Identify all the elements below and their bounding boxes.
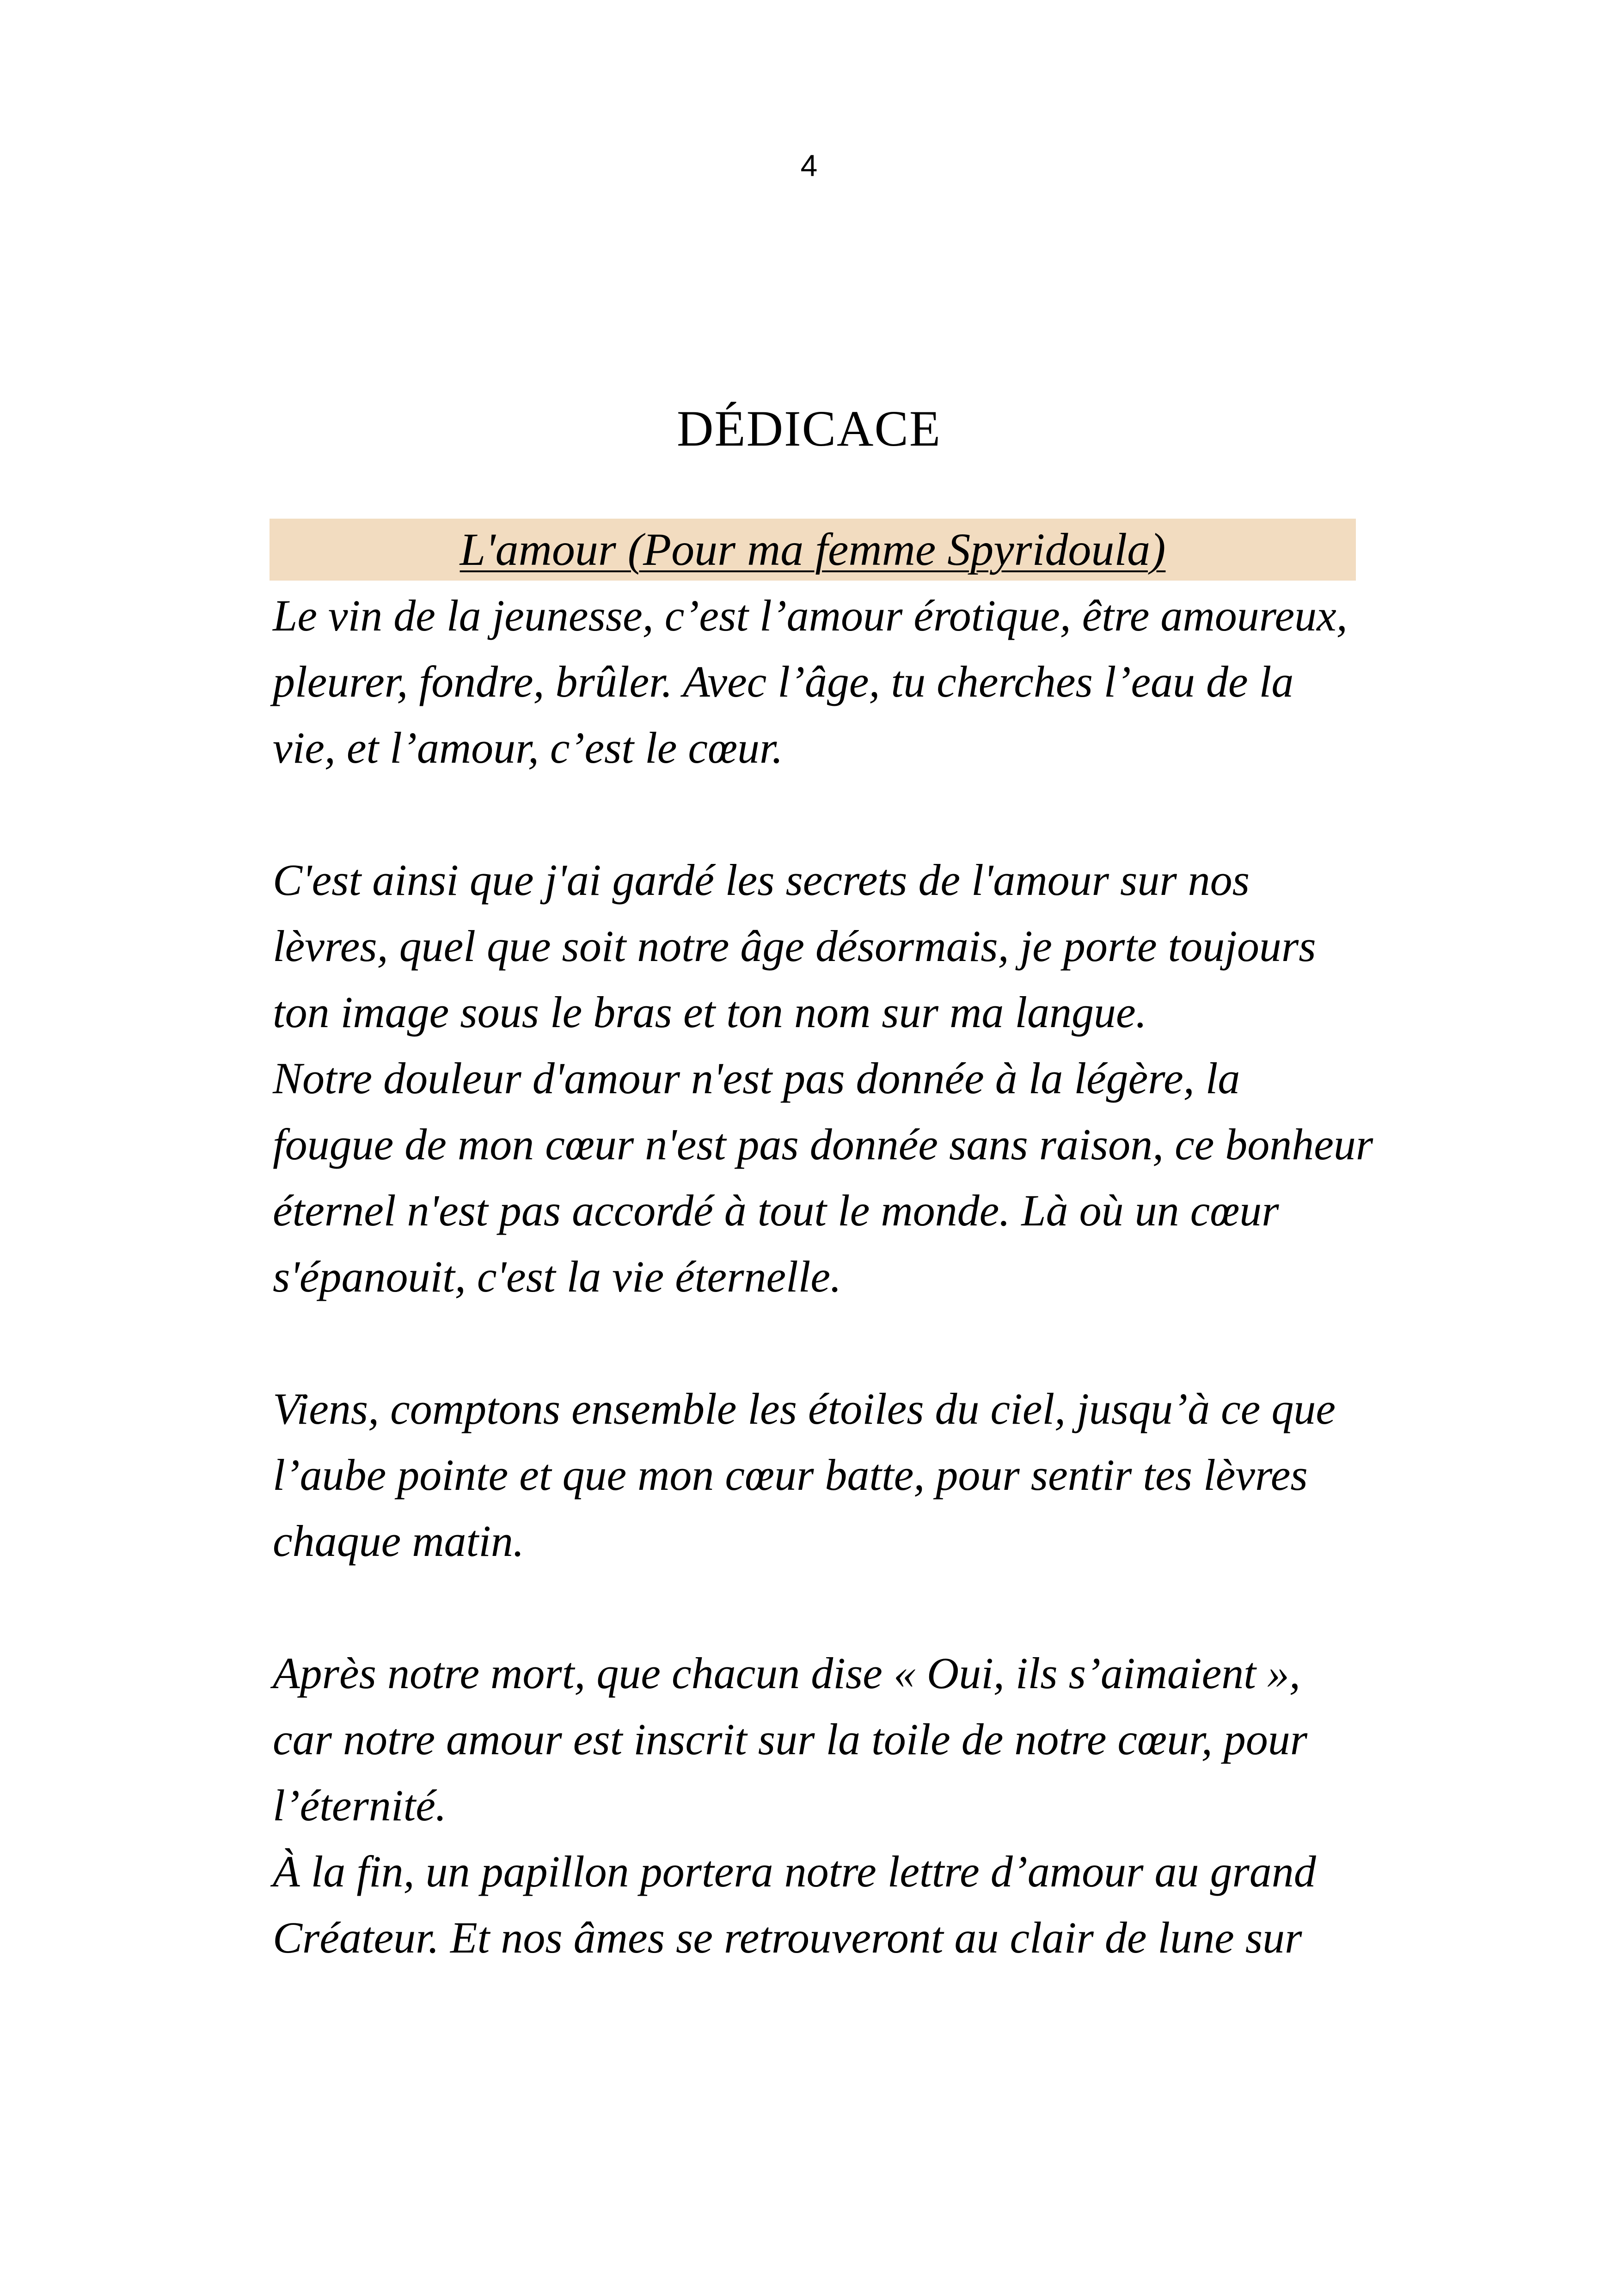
poem-line: Après notre mort, que chacun dise « Oui, ils s’aimaient », (273, 1648, 1300, 1698)
stanza-gap (273, 1310, 1382, 1376)
poem-line: éternel n'est pas accordé à tout le monde. Là où un cœur (273, 1186, 1279, 1235)
poem-line: car notre amour est inscrit sur la toile de notre cœur, pour (273, 1714, 1308, 1764)
poem-stanza-1 (273, 582, 1382, 781)
poem-line: Le vin de la jeunesse, c’est l’amour érotique, être amoureux, (273, 591, 1348, 640)
poem-body (273, 582, 1382, 1971)
poem-line: vie, et l’amour, c’est le cœur. (273, 723, 783, 772)
poem-line: À la fin, un papillon portera notre lettre d’amour au grand (273, 1847, 1316, 1896)
poem-heading: L'amour (Pour ma femme Spyridoula) (460, 524, 1166, 575)
poem-line: C'est ainsi que j'ai gardé les secrets de l'amour sur nos (273, 855, 1250, 905)
poem-stanza-3 (273, 1376, 1382, 1574)
poem-line: s'épanouit, c'est la vie éternelle. (273, 1252, 841, 1301)
poem-line: lèvres, quel que soit notre âge désormais, je porte toujours (273, 921, 1316, 971)
stanza-gap (273, 1574, 1382, 1640)
poem-line: Viens, comptons ensemble les étoiles du ciel, jusqu’à ce que (273, 1384, 1336, 1433)
poem-line: fougue de mon cœur n'est pas donnée sans raison, ce bonheur (273, 1120, 1373, 1169)
page-number: 4 (800, 148, 818, 183)
poem-line: Créateur. Et nos âmes se retrouveront au clair de lune sur (273, 1913, 1302, 1962)
poem-stanza-4 (273, 1640, 1382, 1971)
poem-line: l’aube pointe et que mon cœur batte, pour sentir tes lèvres (273, 1450, 1308, 1500)
poem-line: l’éternité. (273, 1781, 447, 1830)
poem-stanza-2 (273, 847, 1382, 1310)
poem-line: ton image sous le bras et ton nom sur ma langue. (273, 987, 1147, 1037)
poem-line: pleurer, fondre, brûler. Avec l’âge, tu cherches l’eau de la (273, 657, 1294, 706)
poem-line: chaque matin. (273, 1516, 524, 1566)
stanza-gap (273, 781, 1382, 847)
section-title: DÉDICACE (676, 400, 942, 457)
poem-line: Notre douleur d'amour n'est pas donnée à la légère, la (273, 1053, 1240, 1103)
